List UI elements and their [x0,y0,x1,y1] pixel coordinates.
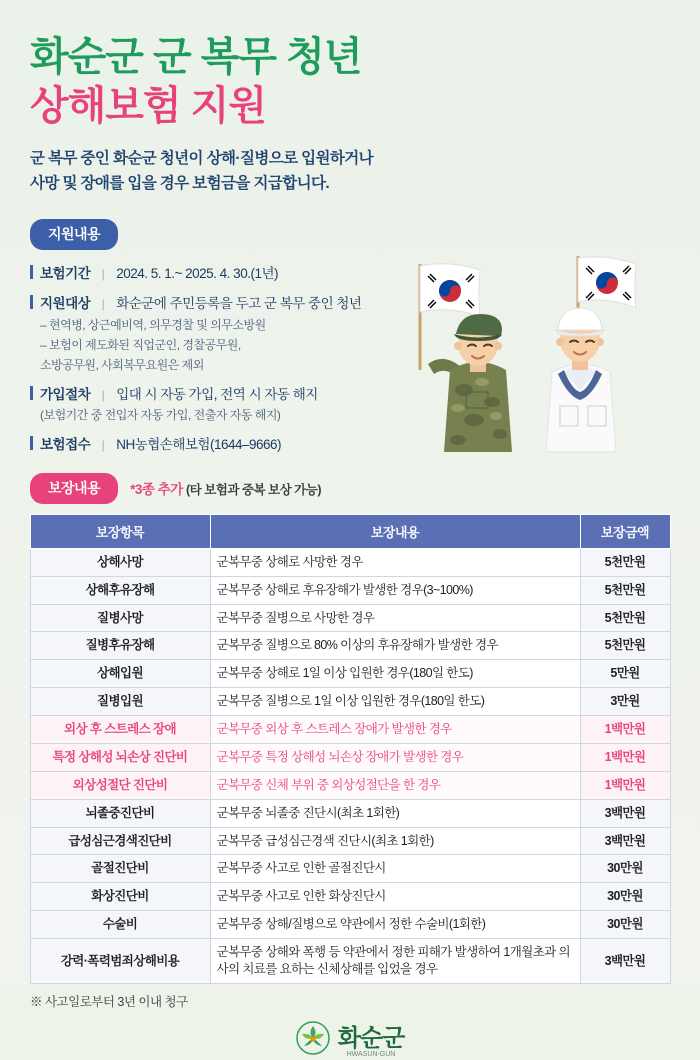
cell-amount: 5천만원 [580,576,670,604]
cell-desc: 군복무중 상해로 후유장해가 발생한 경우(3~100%) [210,576,580,604]
cell-amount: 30만원 [580,855,670,883]
cell-desc: 군복무중 사고로 인한 골절진단시 [210,855,580,883]
cell-amount: 3백만원 [580,799,670,827]
logo-subtext: HWASUN-GUN [346,1050,396,1058]
table-row [30,632,670,660]
cell-amount: 1백만원 [580,716,670,744]
info-value: NH농협손해보험(1644–9666) [116,437,282,453]
cell-item: 질병입원 [30,688,210,716]
cell-amount: 5천만원 [580,632,670,660]
info-row [30,433,420,455]
info-row [30,292,420,374]
cell-desc: 군복무중 신체 부위 중 외상성절단을 한 경우 [210,771,580,799]
leaf-logo-icon [296,1021,330,1055]
cell-item: 강력·폭력범죄상해비용 [30,939,210,984]
cell-desc: 군복무중 질병으로 1일 이상 입원한 경우(180일 한도) [210,688,580,716]
cell-item: 외상성절단 진단비 [30,771,210,799]
cell-amount: 30만원 [580,883,670,911]
page-subtitle [30,146,700,196]
cell-desc: 군복무중 질병으로 80% 이상의 후유장해가 발생한 경우 [210,632,580,660]
cell-desc: 군복무중 상해로 사망한 경우 [210,548,580,576]
hwasun-logo [0,1018,700,1058]
cell-item: 질병후유장해 [30,632,210,660]
footnote: ※ 사고일로부터 3년 이내 청구 [30,994,188,1009]
info-label: 보험접수 [40,437,91,453]
poster-header [0,0,700,197]
cell-item: 뇌졸중진단비 [30,799,210,827]
cell-item: 질병사망 [30,604,210,632]
table-row [30,911,670,939]
support-section-header [30,219,700,250]
divider-icon: | [101,297,105,312]
table-row [30,548,670,576]
info-sub: – 보험이 제도화된 직업군인, 경찰공무원, [40,337,241,352]
page-title-line1: 화순군 군 복무 청년 [30,35,362,79]
cell-desc: 군복무중 상해와 폭행 등 약관에서 정한 피해가 발생하여 1개월초과 의사의 치료를 요하는 신체상해를 입었을 경우 [210,939,580,984]
cell-amount: 5천만원 [580,604,670,632]
table-row [30,688,670,716]
cell-item: 상해후유장해 [30,576,210,604]
cell-amount: 5천만원 [580,548,670,576]
cell-item: 수술비 [30,911,210,939]
info-label: 가입절차 [40,386,91,402]
column-header-amount: 보장금액 [580,514,670,548]
info-sub: 소방공무원, 사회복무요원은 제외 [40,357,204,372]
info-label: 지원대상 [40,296,91,312]
cell-item: 특정 상해성 뇌손상 진단비 [30,743,210,771]
cell-amount: 30만원 [580,911,670,939]
bullet-bar-icon [30,386,33,400]
table-row [30,855,670,883]
cell-item: 상해사망 [30,548,210,576]
info-sub: (보험기간 중 전입자 자동 가입, 전출자 자동 해지) [40,408,281,423]
cell-amount: 3백만원 [580,827,670,855]
table-row [30,883,670,911]
info-value: 입대 시 자동 가입, 전역 시 자동 해지 [116,386,318,402]
cell-desc: 군복무중 질병으로 사망한 경우 [210,604,580,632]
divider-icon: | [101,438,105,453]
subtitle-line-2: 사망 및 장애를 입을 경우 보험금을 지급합니다. [30,175,330,193]
cell-desc: 군복무중 상해로 1일 이상 입원한 경우(180일 한도) [210,660,580,688]
divider-icon: | [101,387,105,402]
cell-desc: 군복무중 외상 후 스트레스 장애가 발생한 경우 [210,716,580,744]
coverage-note [130,478,321,498]
support-pill-label: 지원내용 [30,219,118,250]
cell-amount: 5만원 [580,660,670,688]
info-row [30,383,420,425]
info-value: 화순군에 주민등록을 두고 군 복무 중인 청년 [116,296,362,312]
support-info-list [30,262,420,455]
cell-desc: 군복무중 뇌졸중 진단시(최초 1회한) [210,799,580,827]
table-row [30,716,670,744]
soldiers-illustration [392,250,692,455]
cell-item: 화상진단비 [30,883,210,911]
cell-amount: 3만원 [580,688,670,716]
table-row [30,799,670,827]
table-header-row [30,514,670,548]
info-row [30,262,420,284]
column-header-desc: 보장내용 [210,514,580,548]
page-title-line2: 상해보험 지원 [30,84,266,129]
cell-item: 상해입원 [30,660,210,688]
cell-amount: 3백만원 [580,939,670,984]
bullet-bar-icon [30,436,33,450]
cell-desc: 군복무중 사고로 인한 화상진단시 [210,883,580,911]
table-row [30,771,670,799]
table-row [30,827,670,855]
column-header-item: 보장항목 [30,514,210,548]
cell-desc: 군복무중 상해/질병으로 약관에서 정한 수술비(1회한) [210,911,580,939]
cell-item: 골절진단비 [30,855,210,883]
info-label: 보험기간 [40,265,91,281]
coverage-pill-label: 보장내용 [30,473,118,504]
logo-text: 화순군 [337,1024,405,1052]
bullet-bar-icon [30,295,33,309]
coverage-table [30,514,671,984]
info-value: 2024. 5. 1.~ 2025. 4. 30.(1년) [116,265,278,281]
info-sub: – 현역병, 상근예비역, 의무경찰 및 의무소방원 [40,317,266,332]
subtitle-line-1: 군 복무 중인 화순군 청년이 상해·질병으로 입원하거나 [30,150,374,168]
table-row [30,576,670,604]
table-row [30,939,670,984]
coverage-note-plain: (타 보험과 중복 보상 가능) [186,483,321,498]
table-row [30,660,670,688]
coverage-note-highlight: *3종 추가 [130,482,183,498]
coverage-section-header [30,473,700,504]
cell-amount: 1백만원 [580,771,670,799]
cell-item: 외상 후 스트레스 장애 [30,716,210,744]
divider-icon: | [101,266,105,281]
cell-item: 급성심근경색진단비 [30,827,210,855]
bullet-bar-icon [30,265,33,279]
cell-desc: 군복무중 특정 상해성 뇌손상 장애가 발생한 경우 [210,743,580,771]
cell-desc: 군복무중 급성심근경색 진단시(최초 1회한) [210,827,580,855]
table-row [30,743,670,771]
table-row [30,604,670,632]
cell-amount: 1백만원 [580,743,670,771]
